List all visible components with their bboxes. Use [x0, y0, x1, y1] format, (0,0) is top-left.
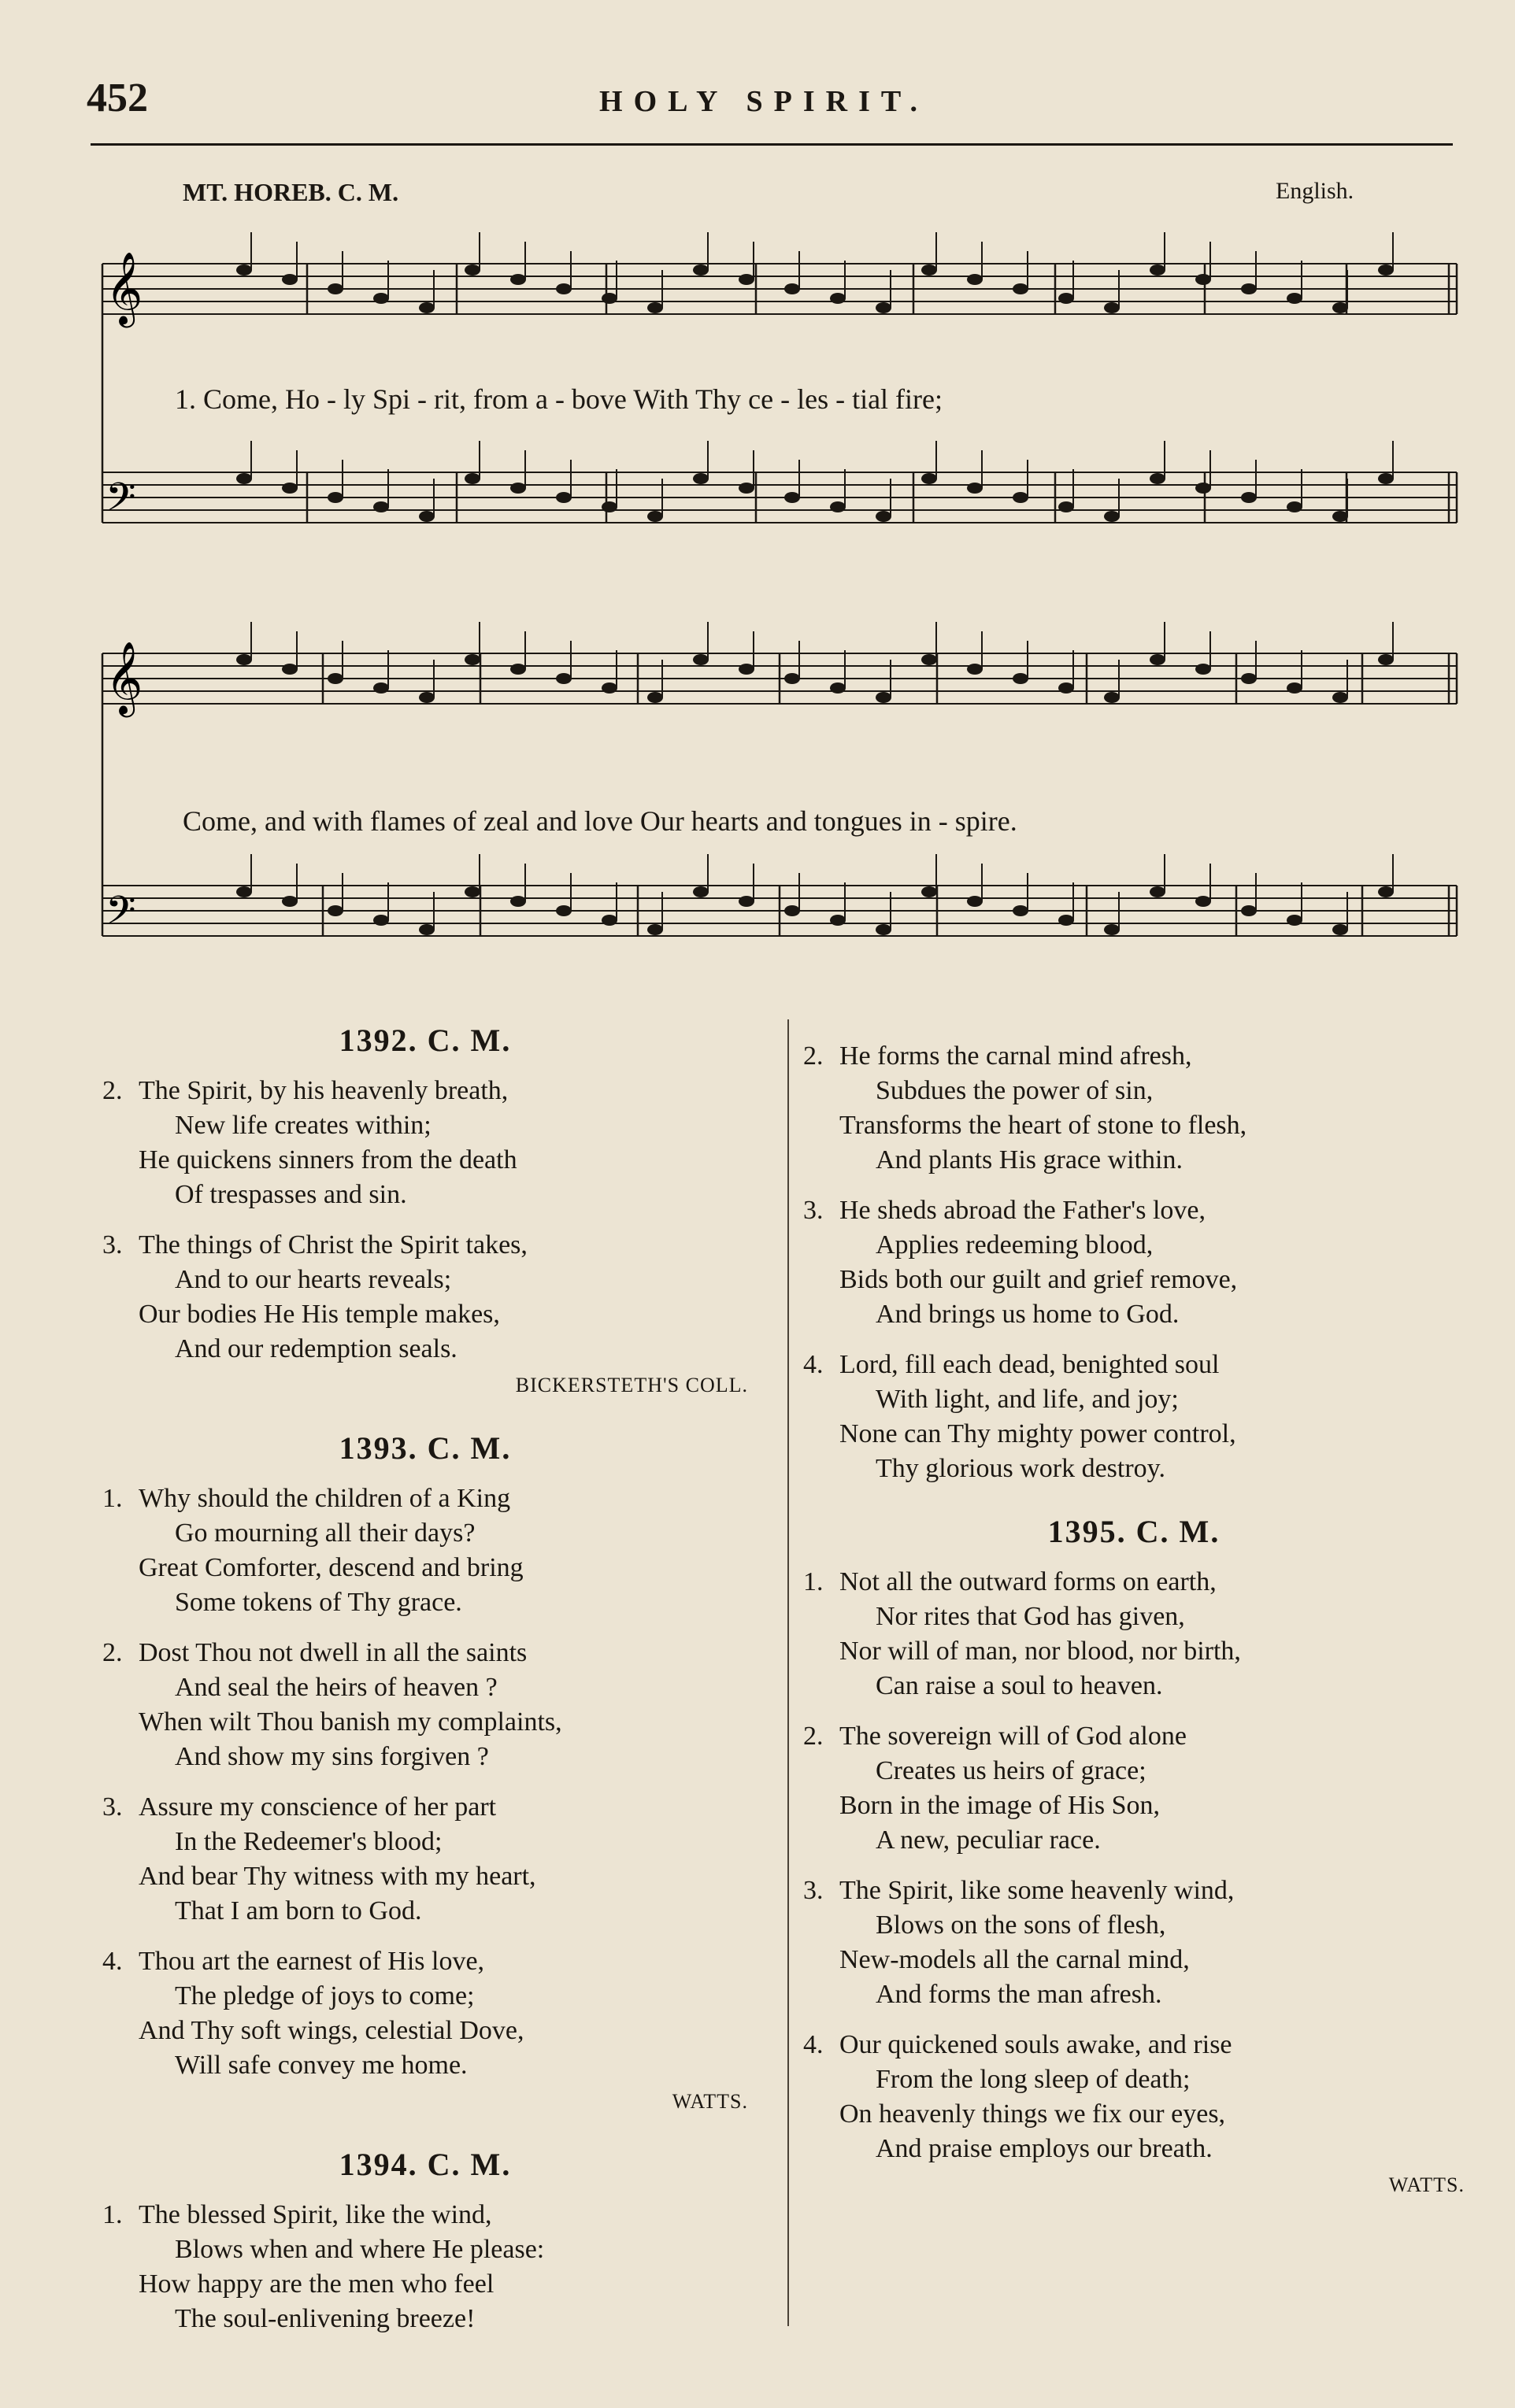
note-head	[1241, 283, 1257, 294]
right-column	[803, 1023, 1465, 2203]
note-head	[876, 924, 891, 935]
note-head	[328, 283, 343, 294]
verse-line	[102, 1740, 748, 1774]
verse-line	[102, 2198, 748, 2232]
verse-line	[803, 1823, 1465, 1858]
verse-line	[102, 1332, 748, 1367]
verse-line	[803, 2097, 1465, 2132]
verse-text: Blows when and where He please:	[175, 2235, 545, 2264]
verse-text: Creates us heirs of grace;	[876, 1756, 1146, 1785]
verse-line	[803, 1039, 1465, 1074]
hymn-author: WATTS.	[672, 2090, 748, 2113]
column-rule	[787, 1019, 789, 2326]
note-head	[1013, 492, 1028, 503]
note-head	[1241, 905, 1257, 916]
verse-text: And our redemption seals.	[175, 1334, 457, 1363]
note-head	[647, 511, 663, 522]
lyrics-line-2: Come, and with flames of zeal and love Our hearts and tongues in - spire.	[183, 805, 1017, 837]
verse-text: And plants His grace within.	[876, 1145, 1183, 1174]
verse-text: And show my sins forgiven ?	[175, 1742, 489, 1771]
verse-line	[803, 1143, 1465, 1178]
verse-text: On heavenly things we fix our eyes,	[839, 2099, 1226, 2129]
note-head	[784, 905, 800, 916]
note-head	[1378, 473, 1394, 484]
verse	[102, 1074, 748, 1212]
verse-text: Applies redeeming blood,	[876, 1230, 1154, 1259]
bass-clef-icon: 𝄢	[106, 475, 136, 530]
note-head	[1150, 886, 1165, 897]
system-1	[102, 232, 1457, 530]
note-head	[784, 673, 800, 684]
treble-clef-icon: 𝄞	[106, 641, 143, 714]
note-head	[510, 483, 526, 494]
verse-line	[803, 1348, 1465, 1382]
verse-text: Go mourning all their days?	[175, 1518, 476, 1548]
verse	[803, 1348, 1465, 1486]
header-rule	[91, 143, 1453, 146]
note-head	[1058, 501, 1074, 512]
verse-text: And forms the man afresh.	[876, 1980, 1162, 2009]
note-head	[967, 483, 983, 494]
verse-line	[102, 2232, 748, 2267]
verse	[102, 1944, 748, 2083]
verse-text: That I am born to God.	[175, 1896, 422, 1925]
lyrics-line-1: 1. Come, Ho - ly Spi - rit, from a - bove With Thy ce - les - tial fire;	[175, 383, 943, 415]
verse-line	[102, 1636, 748, 1670]
note-head	[556, 283, 572, 294]
verse-text: The Spirit, by his heavenly breath,	[139, 1076, 509, 1105]
verse-number: 2.	[102, 1076, 123, 1105]
verse-line	[803, 2062, 1465, 2097]
note-head	[419, 511, 435, 522]
hymn-author: WATTS.	[1388, 2173, 1465, 2196]
verse-line	[803, 1600, 1465, 1634]
verse-text: How happy are the men who feel	[139, 2269, 495, 2299]
verse-text: Dost Thou not dwell in all the saints	[139, 1638, 528, 1667]
verse-number: 3.	[803, 1196, 824, 1225]
note-head	[373, 501, 389, 512]
note-head	[419, 924, 435, 935]
verse-line	[803, 1263, 1465, 1297]
verse-line	[803, 1634, 1465, 1669]
note-head	[236, 886, 252, 897]
note-head	[602, 293, 617, 304]
verse-line	[102, 1585, 748, 1620]
note-head	[1287, 501, 1302, 512]
verse	[102, 1481, 748, 1620]
note-head	[921, 886, 937, 897]
verse	[803, 2028, 1465, 2166]
verse-text: In the Redeemer's blood;	[175, 1827, 443, 1856]
verse-line	[803, 1908, 1465, 1943]
note-head	[693, 473, 709, 484]
verse-text: Blows on the sons of flesh,	[876, 1910, 1166, 1940]
note-head	[282, 896, 298, 907]
verse-line	[803, 1669, 1465, 1703]
verse-number: 3.	[803, 1876, 824, 1905]
verse-line	[803, 1452, 1465, 1486]
page-number: 452	[87, 76, 148, 120]
verse-text: And seal the heirs of heaven ?	[175, 1673, 498, 1702]
note-head	[693, 654, 709, 665]
note-head	[1332, 692, 1348, 703]
verse-text: Transforms the heart of stone to flesh,	[839, 1111, 1247, 1140]
note-head	[328, 905, 343, 916]
verse-line	[102, 2302, 748, 2336]
note-head	[328, 492, 343, 503]
note-head	[556, 673, 572, 684]
verse-text: Our bodies He His temple makes,	[139, 1300, 500, 1329]
verse-line	[102, 1297, 748, 1332]
verse-text: The sovereign will of God alone	[839, 1722, 1187, 1751]
note-head	[830, 682, 846, 694]
verse-number: 2.	[102, 1638, 123, 1667]
verse-line	[102, 2014, 748, 2048]
note-head	[602, 915, 617, 926]
note-head	[510, 274, 526, 285]
note-head	[1013, 673, 1028, 684]
verse	[803, 1874, 1465, 2012]
note-head	[236, 654, 252, 665]
verse-text: Nor rites that God has given,	[876, 1602, 1185, 1631]
note-head	[921, 473, 937, 484]
note-head	[967, 664, 983, 675]
verse-text: New-models all the carnal mind,	[839, 1945, 1190, 1974]
note-head	[282, 483, 298, 494]
note-head	[830, 501, 846, 512]
note-head	[1058, 293, 1074, 304]
verse-text: He quickens sinners from the death	[139, 1145, 517, 1174]
note-head	[647, 924, 663, 935]
verse-number: 1.	[102, 1484, 123, 1513]
note-head	[1058, 915, 1074, 926]
verse-text: The pledge of joys to come;	[175, 1981, 475, 2010]
verse	[803, 1193, 1465, 1332]
note-head	[1104, 692, 1120, 703]
verse-text: And bear Thy witness with my heart,	[139, 1862, 536, 1891]
verse-text: Thou art the earnest of His love,	[139, 1947, 485, 1976]
note-head	[876, 511, 891, 522]
verse-text: The things of Christ the Spirit takes,	[139, 1230, 528, 1259]
music-score	[87, 189, 1465, 1008]
verse-text: Nor will of man, nor blood, nor birth,	[839, 1637, 1241, 1666]
verse-text: Lord, fill each dead, benighted soul	[839, 1350, 1220, 1379]
note-head	[647, 302, 663, 313]
hymn-author: BICKERSTETH'S COLL.	[515, 1374, 748, 1396]
verse-line	[803, 1977, 1465, 2012]
verse-text: And to our hearts reveals;	[175, 1265, 452, 1294]
note-head	[1104, 511, 1120, 522]
treble-clef-icon: 𝄞	[106, 251, 143, 324]
verse-number: 3.	[102, 1792, 123, 1822]
note-head	[1104, 302, 1120, 313]
verse-line	[803, 1193, 1465, 1228]
running-head: HOLY SPIRIT.	[599, 85, 928, 118]
note-head	[967, 896, 983, 907]
verse-line	[102, 1228, 748, 1263]
hymn-number: 1393. C. M.	[339, 1430, 512, 1466]
note-head	[465, 264, 480, 276]
verse-line	[102, 1859, 748, 1894]
verse-text: Can raise a soul to heaven.	[876, 1671, 1163, 1700]
note-head	[647, 692, 663, 703]
note-head	[1332, 511, 1348, 522]
note-head	[602, 682, 617, 694]
verse-text: The blessed Spirit, like the wind,	[139, 2200, 492, 2229]
verse-line	[102, 1178, 748, 1212]
verse-text: Assure my conscience of her part	[139, 1792, 497, 1822]
note-head	[1287, 682, 1302, 694]
note-head	[1104, 924, 1120, 935]
note-head	[373, 915, 389, 926]
verse-text: He forms the carnal mind afresh,	[839, 1041, 1192, 1071]
verse-number: 3.	[102, 1230, 123, 1259]
verse-text: Great Comforter, descend and bring	[139, 1553, 524, 1582]
note-head	[1058, 682, 1074, 694]
note-head	[876, 692, 891, 703]
note-head	[1241, 492, 1257, 503]
note-head	[510, 664, 526, 675]
verse-line	[102, 1074, 748, 1108]
note-head	[921, 264, 937, 276]
note-head	[373, 682, 389, 694]
note-head	[1150, 473, 1165, 484]
note-head	[1195, 664, 1211, 675]
verse-line	[102, 1263, 748, 1297]
note-head	[510, 896, 526, 907]
note-head	[1241, 673, 1257, 684]
verse-line	[803, 1874, 1465, 1908]
verse-line	[803, 1788, 1465, 1823]
verse-text: When wilt Thou banish my complaints,	[139, 1707, 562, 1737]
note-head	[1332, 924, 1348, 935]
note-head	[784, 283, 800, 294]
note-head	[1013, 905, 1028, 916]
note-head	[739, 274, 754, 285]
note-head	[1150, 654, 1165, 665]
verse-text: Born in the image of His Son,	[839, 1791, 1161, 1820]
verse	[102, 1636, 748, 1774]
verse-text: Bids both our guilt and grief remove,	[839, 1265, 1238, 1294]
page-header	[79, 75, 1449, 138]
verse-line	[102, 1944, 748, 1979]
note-head	[830, 293, 846, 304]
verse-number: 2.	[803, 1722, 824, 1751]
verse-text: He sheds abroad the Father's love,	[839, 1196, 1206, 1225]
verse-line	[803, 1754, 1465, 1788]
verse-line	[803, 1565, 1465, 1600]
verse-line	[102, 2267, 748, 2302]
verse-text: Of trespasses and sin.	[175, 1180, 407, 1209]
note-head	[693, 264, 709, 276]
note-head	[419, 302, 435, 313]
verse-text: From the long sleep of death;	[876, 2065, 1191, 2094]
verse-text: Not all the outward forms on earth,	[839, 1567, 1217, 1596]
verse-text: Why should the children of a King	[139, 1484, 511, 1513]
verse-line	[803, 1228, 1465, 1263]
hymn-number: 1394. C. M.	[339, 2147, 512, 2182]
verse-text: And praise employs our breath.	[876, 2134, 1213, 2163]
note-head	[1378, 886, 1394, 897]
verse-line	[102, 1551, 748, 1585]
verse-text: And brings us home to God.	[876, 1300, 1180, 1329]
verse-line	[102, 1705, 748, 1740]
note-head	[739, 896, 754, 907]
note-head	[419, 692, 435, 703]
note-head	[1150, 264, 1165, 276]
system-2	[102, 622, 1457, 943]
verse-text: Our quickened souls awake, and rise	[839, 2030, 1232, 2059]
verse	[102, 2198, 748, 2336]
verse-line	[803, 1074, 1465, 1108]
note-head	[830, 915, 846, 926]
verse-number: 2.	[803, 1041, 824, 1071]
note-head	[784, 492, 800, 503]
verse-number: 1.	[803, 1567, 824, 1596]
note-head	[739, 483, 754, 494]
note-head	[1287, 293, 1302, 304]
note-head	[876, 302, 891, 313]
verse-text: Will safe convey me home.	[175, 2051, 468, 2080]
verse-text: Thy glorious work destroy.	[876, 1454, 1165, 1483]
verse-text: Subdues the power of sin,	[876, 1076, 1154, 1105]
verse-line	[803, 2132, 1465, 2166]
verse-text: And Thy soft wings, celestial Dove,	[139, 2016, 524, 2045]
verse-number: 4.	[803, 1350, 824, 1379]
verse	[102, 1228, 748, 1367]
verse-line	[803, 1943, 1465, 1977]
note-head	[1013, 283, 1028, 294]
tune-title: MT. HOREB. C. M.	[183, 178, 399, 206]
note-head	[1195, 896, 1211, 907]
note-head	[465, 473, 480, 484]
note-head	[556, 492, 572, 503]
verse-text: The soul-enlivening breeze!	[175, 2304, 476, 2333]
note-head	[693, 886, 709, 897]
verse-line	[803, 1417, 1465, 1452]
verse-number: 1.	[102, 2200, 123, 2229]
note-head	[465, 654, 480, 665]
note-head	[739, 664, 754, 675]
note-head	[1195, 274, 1211, 285]
verse-text: The Spirit, like some heavenly wind,	[839, 1876, 1235, 1905]
note-head	[328, 673, 343, 684]
note-head	[967, 274, 983, 285]
verse-line	[803, 2028, 1465, 2062]
verse-number: 4.	[102, 1947, 123, 1976]
note-head	[236, 473, 252, 484]
note-head	[373, 293, 389, 304]
hymn-number: 1395. C. M.	[1047, 1514, 1221, 1549]
verse-line	[102, 1481, 748, 1516]
verse-line	[102, 1894, 748, 1929]
tune-origin: English.	[1276, 178, 1354, 204]
verse-line	[102, 1108, 748, 1143]
note-head	[556, 905, 572, 916]
note-head	[282, 664, 298, 675]
verse-line	[803, 1382, 1465, 1417]
note-head	[282, 274, 298, 285]
note-head	[602, 501, 617, 512]
left-column	[102, 1023, 748, 2336]
hymn-number: 1392. C. M.	[339, 1023, 512, 1058]
verse-line	[102, 1790, 748, 1825]
verse-text: New life creates within;	[175, 1111, 432, 1140]
verse-text: Some tokens of Thy grace.	[175, 1588, 462, 1617]
note-head	[1378, 264, 1394, 276]
verse	[803, 1565, 1465, 1703]
verse-number: 4.	[803, 2030, 824, 2059]
note-head	[236, 264, 252, 276]
note-head	[465, 886, 480, 897]
bass-clef-icon: 𝄢	[106, 888, 136, 943]
verse-line	[102, 2048, 748, 2083]
verse-line	[803, 1719, 1465, 1754]
verse-text: With light, and life, and joy;	[876, 1385, 1179, 1414]
verse-line	[102, 1825, 748, 1859]
note-head	[1378, 654, 1394, 665]
note-head	[921, 654, 937, 665]
verse-text: None can Thy mighty power control,	[839, 1419, 1236, 1448]
verse-line	[803, 1297, 1465, 1332]
note-head	[1195, 483, 1211, 494]
note-head	[1287, 915, 1302, 926]
verse	[803, 1039, 1465, 1178]
verse-line	[102, 1670, 748, 1705]
verse-line	[102, 1979, 748, 2014]
verse-line	[102, 1516, 748, 1551]
verse-text: A new, peculiar race.	[876, 1825, 1101, 1855]
verse	[803, 1719, 1465, 1858]
verse-line	[803, 1108, 1465, 1143]
verse	[102, 1790, 748, 1929]
verse-line	[102, 1143, 748, 1178]
note-head	[1332, 302, 1348, 313]
